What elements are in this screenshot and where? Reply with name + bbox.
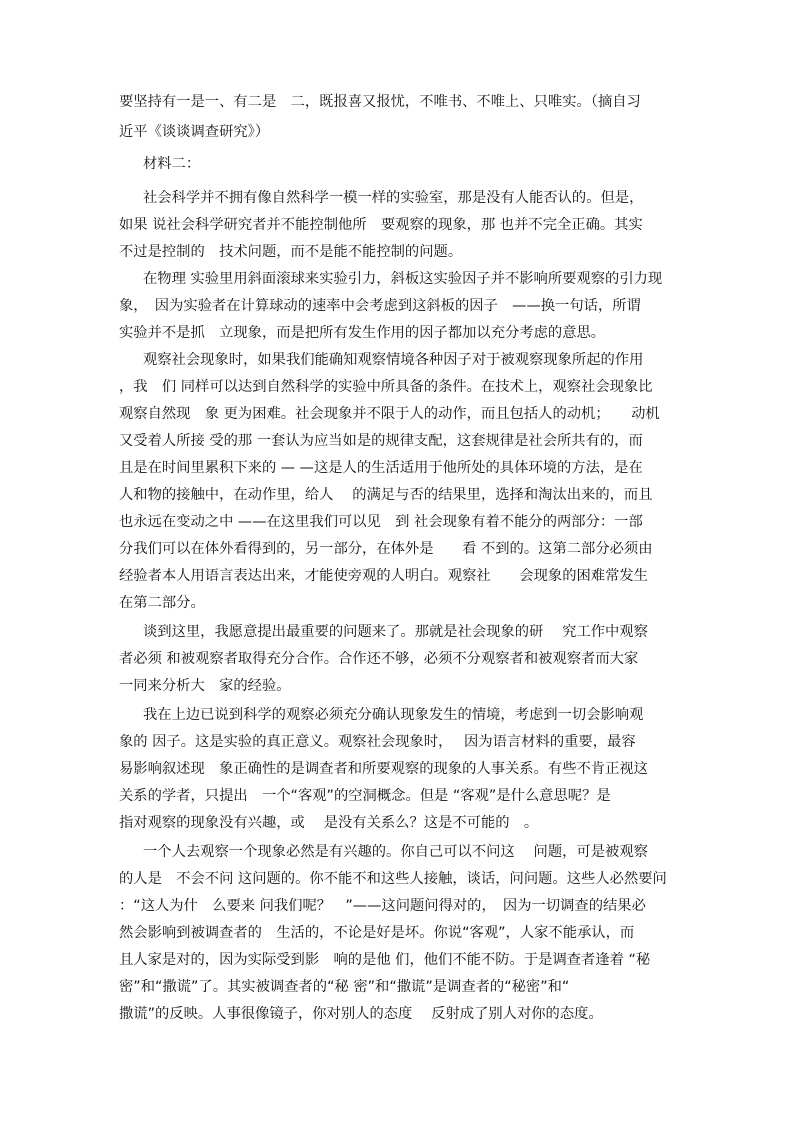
text-line: 且是在时间里累积下来的 — —这是人的生活适用于他所处的具体环境的方法，是在 — [119, 460, 643, 476]
text-line: 我在上边已说到科学的观察必须充分确认现象发生的情境，考虑到一切会影响观 — [143, 707, 644, 723]
text-line: 易影响叙述现 象正确性的是调查者和所要观察的现象的人事关系。有些不肯正视这 — [119, 761, 648, 777]
text-line: 在物理 实验里用斜面滚球来实验引力，斜板这实验因子并不影响所要观察的引力现 — [143, 271, 663, 287]
text-line: 一同来分析大 家的经验。 — [119, 678, 291, 694]
text-line: 实验并不是抓 立现象，而是把所有发生作用的因子都加以充分考虑的意思。 — [119, 325, 606, 341]
text-line: 象的 因子。这是实验的真正意义。观察社会现象时， 因为语言材料的重要，最容 — [119, 734, 636, 750]
text-line: 然会影响到被调查者的 生活的，不论是好是坏。你说“客观”，人家不能承认，而 — [119, 925, 635, 941]
text-line: 又受着人所接 受的那 一套认为应当如是的规律支配，这套规律是社会所共有的，而 — [119, 433, 643, 449]
text-line: 经验者本人用语言表达出来，才能使旁观的人明白。观察社 会现象的困难常发生 — [119, 568, 648, 584]
text-line: 且人家是对的，因为实际受到影 响的是他 们，他们不能不防。于是调查者逢着 “秘 — [119, 952, 651, 968]
text-line: 近平《谈谈调查研究》） — [119, 124, 270, 140]
text-line: ：“这人为什 么要来 问我们呢？ ”——这问题问得对的， 因为一切调查的结果必 — [119, 898, 646, 914]
text-line: 关系的学者，只提出 一个“客观”的空洞概念。但是 “客观”是什么意思呢？是 — [119, 788, 611, 804]
text-line: 撒谎”的反映。人事很像镜子，你对别人的态度 反射成了别人对你的态度。 — [119, 1006, 603, 1022]
text-line: 不过是控制的 技术问题，而不是能不能控制的问题。 — [119, 244, 463, 260]
text-line: 谈到这里，我愿意提出最重要的问题来了。那就是社会现象的研 究工作中观察 — [143, 624, 648, 640]
text-line: 一个人去观察一个现象必然是有兴趣的。你自己可以不问这 问题，可是被观察 — [143, 844, 648, 860]
text-line: 人和物的接触中，在动作里，给人 的满足与否的结果里，选择和淘汰出来的，而且 — [119, 487, 653, 503]
section-heading: 材料二： — [143, 156, 201, 172]
text-line: 要坚持有一是一、有二是 二，既报喜又报忧，不唯书、不唯上、只唯实。（摘自习 — [119, 94, 641, 110]
text-line: 密”和“撒谎”了。其实被调查者的“秘 密”和“撒谎”是调查者的“秘密”和“ — [119, 979, 570, 995]
text-line: 指对观察的现象没有兴趣，或 是没有关系么？这是不可能的 。 — [119, 815, 539, 831]
text-line: 社会科学并不拥有像自然科学一模一样的实验室，那是没有人能否认的。但是， — [143, 190, 644, 206]
text-line: 分我们可以在体外看得到的，另一部分，在体外是 看 不到的。这第二部分必须由 — [119, 541, 653, 557]
text-line: 也永远在变动之中 ——在这里我们可以见 到 社会现象有着不能分的两部分：一部 — [119, 514, 643, 530]
text-line: 的人是 不会不问 这问题的。你不能不和这些人接触，谈话，问问题。这些人必然要问 — [119, 871, 667, 887]
text-line: 者必须 和被观察者取得充分合作。合作还不够，必须不分观察者和被观察者而大家 — [119, 651, 639, 667]
text-line: 在第二部分。 — [119, 595, 205, 611]
text-line: 观察自然现 象 更为困难。社会现象并不限于人的动作，而且包括人的动机； 动机 — [119, 406, 660, 422]
text-line: 观察社会现象时，如果我们能确知观察情境各种因子对于被观察现象所起的作用 — [143, 352, 644, 368]
text-line: 象， 因为实验者在计算球动的速率中会考虑到这斜板的因子 ——换一句话，所谓 — [119, 298, 641, 314]
text-line: ，我 们 同样可以达到自然科学的实验中所具备的条件。在技术上，观察社会现象比 — [119, 379, 653, 395]
text-line: 如果 说社会科学研究者并不能控制他所 要观察的现象，那 也并不完全正确。其实 — [119, 217, 643, 233]
